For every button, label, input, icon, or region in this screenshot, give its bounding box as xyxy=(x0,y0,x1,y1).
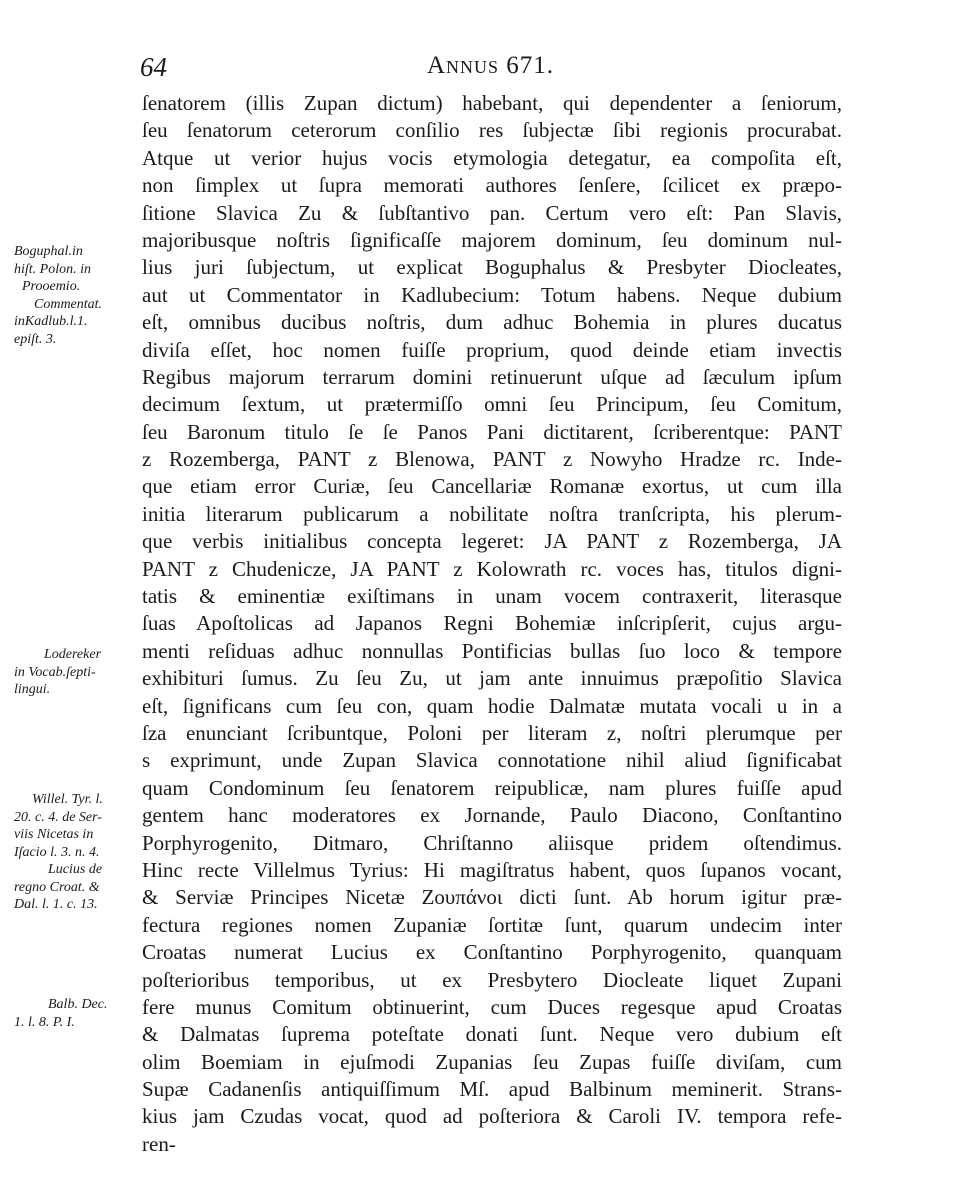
note-line: Lucius de xyxy=(48,862,103,877)
note-line: in Vocab.ſepti- xyxy=(14,664,96,680)
text-line: Supæ Cadanenſis antiquiſſimum Mſ. apud Balbinum meminerit. Strans- xyxy=(142,1077,842,1102)
text-line: ſeu Baronum titulo ſe ſe Panos Pani dictitarent, ſcriberentque: PANT xyxy=(142,419,842,444)
text-line: tatis & eminentiæ exiſtimans in unam vocem contraxerit, literasque xyxy=(142,584,842,609)
note-line: Willel. Tyr. l. xyxy=(32,792,103,807)
main-text xyxy=(142,90,842,1186)
text-line: non ſimplex ut ſupra memorati authores ſenſere, ſcilicet ex præpo- xyxy=(142,173,842,198)
text-line: olim Boemiam in ejuſmodi Zupanias ſeu Zupas fuiſſe diviſam, cum xyxy=(142,1049,842,1074)
text-line: & Dalmatas ſuprema poteſtate donati ſunt. Neque vero dubium eſt xyxy=(142,1022,842,1047)
text-line: eſt, ſignificans cum ſeu con, quam hodie Dalmatæ mutata vocali u in a xyxy=(142,693,842,718)
text-line: ſuas Apoſtolicas ad Japanos Regni Bohemiæ inſcripſerit, cujus argu- xyxy=(142,611,842,636)
text-line: que etiam error Curiæ, ſeu Cancellariæ Romanæ exortus, ut cum illa xyxy=(142,474,842,499)
note-line: Lodereker xyxy=(44,647,102,662)
note-line: Balb. Dec. xyxy=(48,997,108,1012)
note-line: lingui. xyxy=(14,682,51,697)
running-head: Annus 671. xyxy=(427,52,555,79)
text-line: & Serviæ Principes Nicetæ Ζουπάνοι dicti ſunt. Ab horum igitur præ- xyxy=(142,885,842,910)
text-line: Croatas numerat Lucius ex Conſtantino Porphyrogenito, quanquam xyxy=(142,940,842,965)
text-line: Atque ut verior hujus vocis etymologia detegatur, ea compoſita eſt, xyxy=(142,145,842,170)
catchword xyxy=(142,1158,842,1185)
text-line: diviſa eſſet, hoc nomen fuiſſe proprium, quod deinde etiam invectis xyxy=(142,337,842,362)
page-number: 64 xyxy=(140,52,167,82)
margin-note-balbinus xyxy=(14,996,138,1031)
text-line: fere munus Comitum obtinuerint, cum Duces regesque apud Croatas xyxy=(142,994,842,1019)
margin-note-lodereker xyxy=(14,646,138,699)
note-line: hiſt. Polon. in xyxy=(14,261,91,277)
note-line: Commentat. xyxy=(34,296,103,312)
text-line: Hinc recte Villelmus Tyrius: Hi magiſtratus habent, quos ſupanos vocant, xyxy=(142,857,842,882)
text-line: aut ut Commentator in Kadlubecium: Totum habens. Neque dubium xyxy=(142,282,842,307)
page-header xyxy=(0,52,960,92)
note-line: Dal. l. 1. c. 13. xyxy=(14,897,98,912)
note-line: Prooemio. xyxy=(22,279,81,294)
text-line: quam Condominum ſeu ſenatorem reipublicæ, nam plures fuiſſe apud xyxy=(142,775,842,800)
text-line: PANT z Chudenicze, JA PANT z Kolowrath rc. voces has, titulos digni- xyxy=(142,556,842,581)
text-line: ſza enunciant ſcribuntque, Poloni per literam z, noſtri plerumque per xyxy=(142,720,842,745)
text-line: Porphyrogenito, Ditmaro, Chriſtanno aliisque pridem oſtendimus. xyxy=(142,830,842,855)
text-line: menti reſiduas adhuc nonnullas Pontificias bullas ſuo loco & tempore xyxy=(142,638,842,663)
text-line: lius juri ſubjectum, ut explicat Boguphalus & Presbyter Diocleates, xyxy=(142,255,842,280)
text-line: eſt, omnibus ducibus noſtris, dum adhuc Bohemia in plures ducatus xyxy=(142,310,842,335)
note-line: 20. c. 4. de Ser- xyxy=(14,809,102,825)
text-line: ren- xyxy=(142,1131,176,1156)
note-line: 1. l. 8. P. I. xyxy=(14,1014,75,1030)
text-line: z Rozemberga, PANT z Blenowa, PANT z Nowyho Hradze rc. Inde- xyxy=(142,447,842,472)
text-line: ſeu ſenatorum ceterorum conſilio res ſubjectæ ſibi regionis procurabat. xyxy=(142,118,842,143)
text-line: fectura regiones nomen Zupaniæ ſortitæ ſunt, quarum undecim inter xyxy=(142,912,842,937)
note-line: Iſacio l. 3. n. 4. xyxy=(14,844,100,860)
note-line: regno Croat. & xyxy=(14,879,100,895)
text-line: initia literarum publicarum a nobilitate noſtra tranſcripta, his plerum- xyxy=(142,501,842,526)
text-line: poſterioribus temporibus, ut ex Presbytero Diocleate liquet Zupani xyxy=(142,967,842,992)
note-line: inKadlub.l.1. xyxy=(14,314,88,329)
text-line: exhibituri ſumus. Zu ſeu Zu, ut jam ante innuimus præpoſitio Slavica xyxy=(142,666,842,691)
margin-note-willelmus xyxy=(14,791,138,914)
text-line: decimum ſextum, ut prætermiſſo omni ſeu Principum, ſeu Comitum, xyxy=(142,392,842,417)
text-line: kius jam Czudas vocat, quod ad poſteriora & Caroli IV. tempora refe- xyxy=(142,1104,842,1129)
text-line: gentem hanc moderatores ex Jornande, Paulo Diacono, Conſtantino xyxy=(142,803,842,828)
text-line: ſenatorem (illis Zupan dictum) habebant, qui dependenter a ſeniorum, xyxy=(142,91,842,115)
text-line: Regibus majorum terrarum domini retinuerunt uſque ad ſæculum ipſum xyxy=(142,364,842,389)
text-line: que verbis initialibus concepta legeret: JA PANT z Rozemberga, JA xyxy=(142,529,842,554)
note-line: Boguphal.in xyxy=(14,244,83,259)
text-line: ſitione Slavica Zu & ſubſtantivo pan. Certum vero eſt: Pan Slavis, xyxy=(142,200,842,225)
note-line: epiſt. 3. xyxy=(14,331,57,347)
note-line: viis Nicetas in xyxy=(14,827,94,842)
margin-note-boguphal xyxy=(14,243,138,348)
text-line: s exprimunt, unde Zupan Slavica connotatione nihil aliud ſignificabat xyxy=(142,748,842,773)
text-line: majoribusque noſtris ſignificaſſe majorem dominum, ſeu dominum nul- xyxy=(142,227,842,252)
